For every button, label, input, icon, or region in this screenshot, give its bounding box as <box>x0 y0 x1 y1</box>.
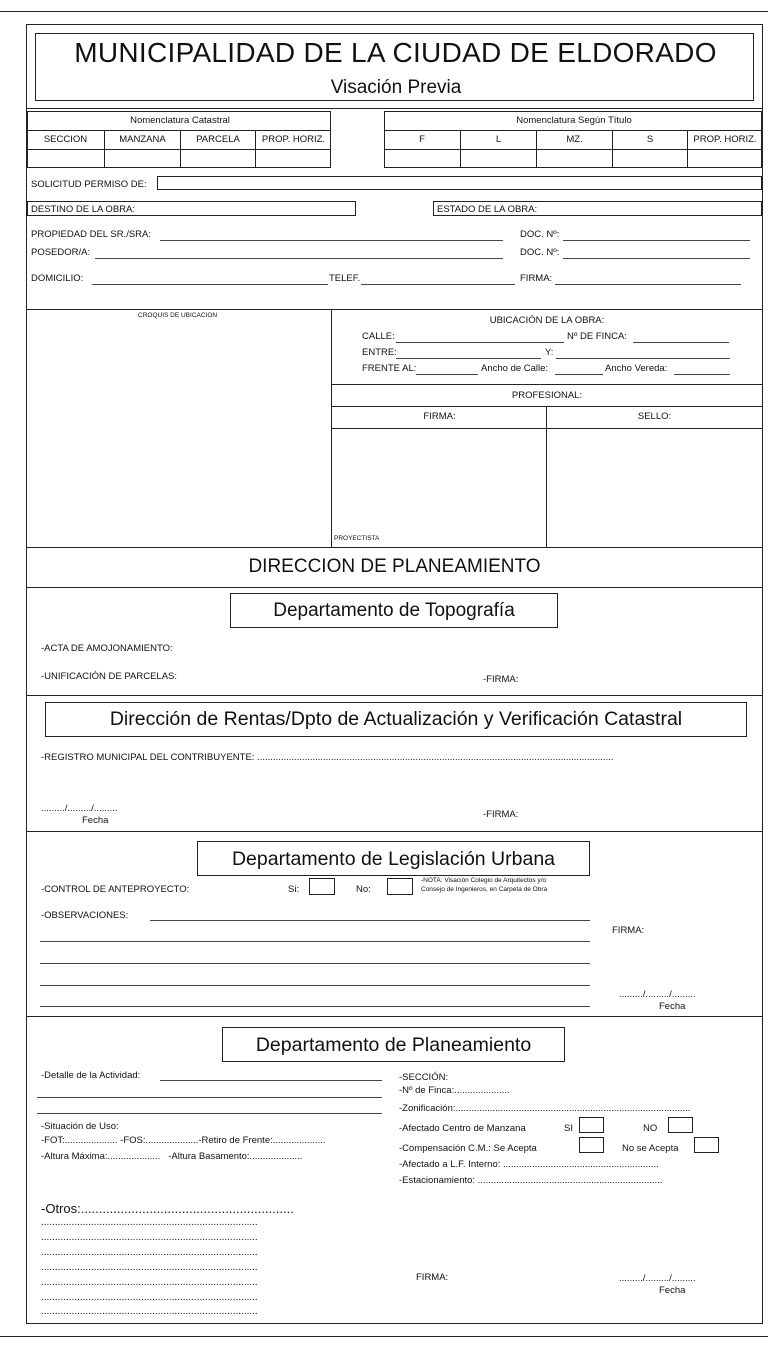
rentas-divider-bottom <box>26 831 763 832</box>
planeamiento-date[interactable]: ........./........./......... <box>619 1273 696 1284</box>
telef-label: TELEF. <box>329 273 361 284</box>
rentas-firma-label: -FIRMA: <box>483 809 519 820</box>
doc2-label: DOC. Nº: <box>520 247 560 258</box>
planeamiento-title-box <box>222 1027 565 1062</box>
poseedor-field[interactable] <box>95 258 503 259</box>
col-manzana: MANZANA <box>104 130 180 149</box>
firma-profesional-label: FIRMA: <box>423 411 456 422</box>
solicitud-field[interactable] <box>157 176 762 190</box>
propiedad-field[interactable] <box>160 240 503 241</box>
poseedor-label: POSEDOR/A: <box>31 247 91 258</box>
centro-manzana-si-checkbox[interactable] <box>579 1117 604 1133</box>
nomenclatura-titulo-title: Nomenclatura Según Título <box>516 115 632 126</box>
sello-label: SELLO: <box>637 411 672 422</box>
centro-manzana-label: -Afectado Centro de Manzana <box>399 1123 526 1134</box>
otros-dots-1[interactable]: .............................................................................. <box>41 1217 258 1228</box>
frente-field[interactable] <box>416 374 478 375</box>
firma-sello-divider <box>546 406 547 547</box>
legislacion-si-label: Si: <box>288 884 300 895</box>
destino-field[interactable] <box>27 201 356 216</box>
sello-area[interactable] <box>548 430 760 544</box>
seccion-value[interactable] <box>27 149 104 168</box>
observaciones-line-5[interactable] <box>40 1006 590 1007</box>
manzana-value[interactable] <box>104 149 180 168</box>
legislacion-title-box <box>197 841 590 876</box>
prop-horiz-value[interactable] <box>255 149 331 168</box>
header-divider <box>26 108 763 109</box>
legislacion-no-checkbox[interactable] <box>387 878 413 895</box>
doc1-label: DOC. Nº: <box>520 229 560 240</box>
col-mz: MZ. <box>536 130 612 149</box>
planeamiento-title: Departamento de Planeamiento <box>255 1034 532 1056</box>
legislacion-divider-bottom <box>26 1016 763 1017</box>
seccion-label: -SECCIÓN: <box>399 1072 449 1083</box>
topografia-firma-label: -FIRMA: <box>483 674 519 685</box>
firma-profesional-area[interactable] <box>333 430 545 530</box>
header-box <box>35 33 754 101</box>
topografia-divider-bottom <box>26 695 763 696</box>
prop-horiz-titulo-value[interactable] <box>687 149 762 168</box>
parcela-value[interactable] <box>180 149 255 168</box>
s-value[interactable] <box>612 149 687 168</box>
estado-field[interactable] <box>433 201 762 216</box>
mz-value[interactable] <box>536 149 612 168</box>
observaciones-line-1[interactable] <box>150 920 590 921</box>
compensacion-acepta-checkbox[interactable] <box>579 1137 604 1153</box>
domicilio-label: DOMICILIO: <box>31 273 84 284</box>
altura-line[interactable]: -Altura Máxima:.................... -Altura Basamento:.................... <box>41 1151 303 1162</box>
entre-field[interactable] <box>396 358 541 359</box>
rentas-title-box <box>45 702 747 737</box>
otros-dots-2[interactable]: .............................................................................. <box>41 1232 258 1243</box>
doc1-field[interactable] <box>563 240 750 241</box>
detalle-label: -Detalle de la Actividad: <box>41 1070 141 1081</box>
profesional-divider-mid <box>331 406 763 407</box>
observaciones-line-2[interactable] <box>40 941 590 942</box>
profesional-divider-bottom <box>331 428 763 429</box>
telef-field[interactable] <box>361 284 515 285</box>
calle-label: CALLE: <box>362 331 395 342</box>
col-l: L <box>460 130 536 149</box>
col-seccion: SECCION <box>27 130 104 149</box>
nota-line-1: -NOTA: Visación Colegio de Arquitectos y/o <box>421 877 547 884</box>
profesional-divider-top <box>331 384 763 385</box>
legislacion-date[interactable]: ........./........./......... <box>619 989 696 1000</box>
unificacion-label: -UNIFICACIÓN DE PARCELAS: <box>41 671 178 682</box>
nomenclatura-titulo-table <box>384 111 762 168</box>
destino-label: DESTINO DE LA OBRA: <box>31 204 135 215</box>
finca-field[interactable] <box>633 342 729 343</box>
centro-manzana-no-label: NO <box>643 1123 658 1134</box>
firma-solicitante-label: FIRMA: <box>520 273 553 284</box>
legislacion-fecha-label: Fecha <box>659 1001 686 1012</box>
observaciones-label: -OBSERVACIONES: <box>41 910 129 921</box>
lf-interno-label[interactable]: -Afectado a L.F. Interno: ........................................................... <box>399 1159 659 1170</box>
otros-line[interactable]: -Otros:........................................................... <box>41 1201 294 1216</box>
legislacion-title: Departamento de Legislación Urbana <box>231 848 556 870</box>
estado-label: ESTADO DE LA OBRA: <box>437 204 538 215</box>
frente-label: FRENTE AL: <box>362 363 417 374</box>
page-title: MUNICIPALIDAD DE LA CIUDAD DE ELDORADO <box>74 37 717 68</box>
y-field[interactable] <box>556 358 730 359</box>
rentas-fecha-label: Fecha <box>82 815 109 826</box>
planeamiento-finca-label[interactable]: -Nº de Finca:..................... <box>399 1085 510 1096</box>
l-value[interactable] <box>460 149 536 168</box>
otros-dots-3[interactable]: .............................................................................. <box>41 1247 258 1258</box>
f-value[interactable] <box>384 149 460 168</box>
zonificacion-label[interactable]: -Zonificación:......................................................................................... <box>399 1103 691 1114</box>
ubicacion-title: UBICACIÓN DE LA OBRA: <box>489 315 605 326</box>
detalle-line-2[interactable] <box>37 1097 382 1098</box>
domicilio-field[interactable] <box>92 284 328 285</box>
bottom-rule <box>0 1336 768 1337</box>
compensacion-no-acepta-checkbox[interactable] <box>694 1137 719 1153</box>
page-subtitle: Visación Previa <box>330 77 462 98</box>
firma-solicitante-field[interactable] <box>555 284 741 285</box>
acta-label: -ACTA DE AMOJONAMIENTO: <box>41 643 173 654</box>
planeamiento-firma-label: FIRMA: <box>416 1272 449 1283</box>
legislacion-si-checkbox[interactable] <box>309 878 335 895</box>
detalle-line-1[interactable] <box>160 1080 382 1081</box>
finca-label: Nº DE FINCA: <box>567 331 627 342</box>
proyectista-label: PROYECTISTA <box>334 535 380 542</box>
observaciones-line-3[interactable] <box>40 963 590 964</box>
direccion-divider-top <box>26 547 763 548</box>
solicitud-label: SOLICITUD PERMISO DE: <box>31 179 147 190</box>
otros-dots-5[interactable]: .............................................................................. <box>41 1277 258 1288</box>
topografia-title: Departamento de Topografía <box>273 600 515 621</box>
nomenclatura-catastral-title: Nomenclatura Catastral <box>130 115 230 126</box>
croquis-drawing-area[interactable] <box>28 322 328 544</box>
legislacion-firma-label: FIRMA: <box>612 925 645 936</box>
otros-dots-7[interactable]: .............................................................................. <box>41 1306 258 1317</box>
fot-fos-retiro-line[interactable]: -FOT:.................... -FOS:....................-Retiro de Frente:.................... <box>41 1135 326 1146</box>
topografia-title-box <box>230 593 558 628</box>
otros-dots-6[interactable]: .............................................................................. <box>41 1292 258 1303</box>
centro-manzana-no-checkbox[interactable] <box>668 1117 693 1133</box>
profesional-label: PROFESIONAL: <box>511 390 583 401</box>
nomenclatura-catastral-table <box>27 111 331 168</box>
direccion-title: DIRECCION DE PLANEAMIENTO <box>248 556 541 577</box>
y-label: Y: <box>545 347 554 358</box>
situacion-label: -Situación de Uso: <box>41 1121 119 1132</box>
legislacion-no-label: No: <box>356 884 371 895</box>
observaciones-line-4[interactable] <box>40 985 590 986</box>
propiedad-label: PROPIEDAD DEL SR./SRA: <box>31 229 152 240</box>
col-prop-horiz-titulo: PROP. HORIZ. <box>687 130 762 149</box>
ancho-calle-field[interactable] <box>555 374 603 375</box>
col-prop-horiz: PROP. HORIZ. <box>255 130 331 149</box>
ancho-vereda-label: Ancho Vereda: <box>605 363 668 374</box>
top-rule <box>0 11 768 12</box>
otros-dots-4[interactable]: .............................................................................. <box>41 1262 258 1273</box>
calle-field[interactable] <box>396 342 564 343</box>
direccion-divider-bottom <box>26 587 763 588</box>
no-acepta-label: No se Acepta <box>622 1143 679 1154</box>
croquis-label: CROQUIS DE UBICACION <box>138 312 218 319</box>
planeamiento-fecha-label: Fecha <box>659 1285 686 1296</box>
control-label: -CONTROL DE ANTEPROYECTO: <box>41 884 190 895</box>
doc2-field[interactable] <box>563 258 750 259</box>
ancho-calle-label: Ancho de Calle: <box>481 363 549 374</box>
nota-line-2: Consejo de Ingenieros, en Carpeta de Obra <box>421 886 548 893</box>
compensacion-label: -Compensación C.M.: Se Acepta <box>399 1143 537 1154</box>
col-s: S <box>612 130 687 149</box>
ancho-vereda-field[interactable] <box>674 374 730 375</box>
croquis-top-divider <box>26 309 763 310</box>
col-f: F <box>384 130 460 149</box>
rentas-title: Dirección de Rentas/Dpto de Actualización y Verificación Catastral <box>109 708 683 730</box>
col-parcela: PARCELA <box>180 130 255 149</box>
entre-label: ENTRE: <box>362 347 397 358</box>
detalle-line-3[interactable] <box>37 1113 382 1114</box>
registro-label: -REGISTRO MUNICIPAL DEL CONTRIBUYENTE: ....................................................................................................................................... <box>41 752 614 763</box>
estacionamiento-label[interactable]: -Estacionamiento: ...................................................................... <box>399 1175 663 1186</box>
centro-manzana-si-label: SI <box>564 1123 573 1134</box>
rentas-date[interactable]: ........./........./......... <box>41 803 118 814</box>
